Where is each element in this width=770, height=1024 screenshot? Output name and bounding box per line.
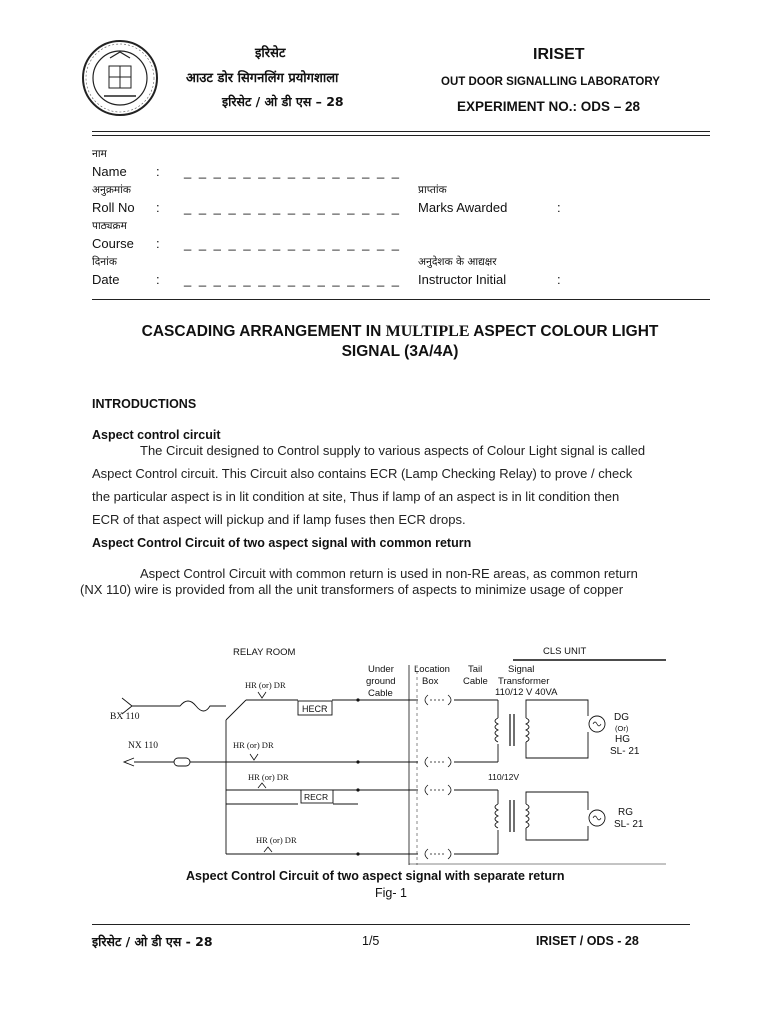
figure-caption: Aspect Control Circuit of two aspect signal with separate return <box>186 869 565 883</box>
tail-label: Tail <box>468 664 483 675</box>
relay-1-label: HR (or) DR <box>245 680 286 690</box>
figure-number: Fig- 1 <box>375 886 407 900</box>
footer-page-number: 1/5 <box>362 934 380 948</box>
para2-line1: Aspect Control Circuit with common return is used in non-RE areas, as common return <box>140 566 638 581</box>
nx-label: NX 110 <box>128 741 158 751</box>
hg-label: HG <box>615 734 630 745</box>
relay-1-arm <box>226 700 246 720</box>
transformer-2-rating: 110/12V <box>488 772 520 782</box>
dg-lamp-type: SL- 21 <box>610 746 640 757</box>
recr-label: RECR <box>304 792 329 802</box>
transformer-2-secondary <box>526 804 529 828</box>
para1-line2: Aspect Control circuit. This Circuit also contains ECR (Lamp Checking Relay) to prove / check <box>92 466 633 481</box>
date-hindi-label: दिनांक <box>92 256 117 268</box>
header-hindi-org: इरिसेट <box>255 46 286 61</box>
title-line2: SIGNAL (3A/4A) <box>341 343 459 360</box>
para1-line3: the particular aspect is in lit condition at site, Thus if lamp of an aspect is in lit condition then <box>92 489 620 504</box>
two-aspect-heading: Aspect Control Circuit of two aspect signal with common return <box>92 536 472 550</box>
header-rule-bottom <box>92 135 710 136</box>
rg-lamp-type: SL- 21 <box>614 819 644 830</box>
transformer-2-primary <box>495 804 498 828</box>
date-colon: : <box>156 272 160 287</box>
box-label: Box <box>422 676 439 687</box>
name-label: Name <box>92 164 127 179</box>
location-label: Location <box>414 664 450 675</box>
course-blank: _ _ _ _ _ _ _ _ _ _ _ _ _ _ _ <box>184 236 402 251</box>
header-experiment: EXPERIMENT NO.: ODS – 28 <box>457 99 641 114</box>
relay-3-label: HR (or) DR <box>248 772 289 782</box>
para1-line1: The Circuit designed to Control supply to various aspects of Colour Light signal is called <box>140 443 646 458</box>
header-hindi-exp: इरिसेट / ओ डी एस – 28 <box>222 94 344 109</box>
marks-colon: : <box>557 200 561 215</box>
instructor-hindi-label: अनुदेशक के आद्यक्षर <box>418 256 497 268</box>
dg-or-label: (Or) <box>615 724 629 733</box>
aspect-heading: Aspect control circuit <box>92 428 221 442</box>
course-hindi-label: पाठ्यक्रम <box>92 220 127 232</box>
underground-2: ground <box>366 676 396 687</box>
underground-1: Under <box>368 664 394 675</box>
lb-term-1a <box>425 695 428 705</box>
roll-blank: _ _ _ _ _ _ _ _ _ _ _ _ _ _ _ <box>184 200 402 215</box>
rg-label: RG <box>618 807 633 818</box>
relay-1-contact <box>258 692 266 698</box>
hecr-label: HECR <box>302 704 328 714</box>
header-hindi-lab: आउट डोर सिगनलिंग प्रयोगशाला <box>186 71 339 86</box>
transformer-1-secondary <box>526 718 529 742</box>
page-title <box>60 322 740 362</box>
dg-label: DG <box>614 712 629 723</box>
footer-rule <box>92 924 690 925</box>
header-rule-top <box>92 131 710 132</box>
para2-line2: (NX 110) wire is provided from all the unit transformers of aspects to minimize usage of copper <box>80 582 624 597</box>
title-part1: CASCADING ARRANGEMENT IN <box>141 323 386 340</box>
bx-fuse-line <box>132 701 226 711</box>
course-label: Course <box>92 236 134 251</box>
header-lab: OUT DOOR SIGNALLING LABORATORY <box>441 76 660 88</box>
transformer-rating: 110/12 V 40VA <box>495 687 558 698</box>
roll-colon: : <box>156 200 160 215</box>
form-rule <box>92 299 710 300</box>
relay-2-label: HR (or) DR <box>233 740 274 750</box>
lb-term-1b <box>448 695 451 705</box>
marks-hindi-label: प्राप्तांक <box>418 184 447 196</box>
transformer-label: Transformer <box>498 676 550 687</box>
footer-left: इरिसेट / ओ डी एस - 28 <box>92 934 213 949</box>
bx-label: BX 110 <box>110 712 140 722</box>
iriset-logo <box>80 38 160 118</box>
name-hindi-label: नाम <box>92 148 107 160</box>
relay-4-label: HR (or) DR <box>256 835 297 845</box>
instructor-colon: : <box>557 272 561 287</box>
course-colon: : <box>156 236 160 251</box>
relay-room-label: RELAY ROOM <box>233 647 296 658</box>
header-org: IRISET <box>533 46 585 63</box>
roll-label: Roll No <box>92 200 135 215</box>
roll-hindi-label: अनुक्रमांक <box>92 184 131 196</box>
date-label: Date <box>92 272 120 287</box>
circuit-diagram <box>110 640 670 870</box>
name-blank: _ _ _ _ _ _ _ _ _ _ _ _ _ _ _ <box>184 164 402 179</box>
nx-terminal <box>124 758 134 766</box>
title-part2: MULTIPLE <box>385 323 470 340</box>
para1-line4: ECR of that aspect will pickup and if lamp fuses then ECR drops. <box>92 512 466 527</box>
title-part3: ASPECT COLOUR LIGHT <box>469 323 659 340</box>
marks-label: Marks Awarded <box>418 200 508 215</box>
intro-heading: INTRODUCTIONS <box>92 397 197 411</box>
cls-unit-label: CLS UNIT <box>543 646 587 657</box>
transformer-1-primary <box>495 718 498 742</box>
footer-right: IRISET / ODS - 28 <box>536 934 639 948</box>
nx-link <box>174 758 190 766</box>
date-blank: _ _ _ _ _ _ _ _ _ _ _ _ _ _ _ <box>184 272 402 287</box>
underground-3: Cable <box>368 688 393 699</box>
name-colon: : <box>156 164 160 179</box>
instructor-label: Instructor Initial <box>418 272 507 287</box>
cable-label: Cable <box>463 676 488 687</box>
signal-label: Signal <box>508 664 535 675</box>
